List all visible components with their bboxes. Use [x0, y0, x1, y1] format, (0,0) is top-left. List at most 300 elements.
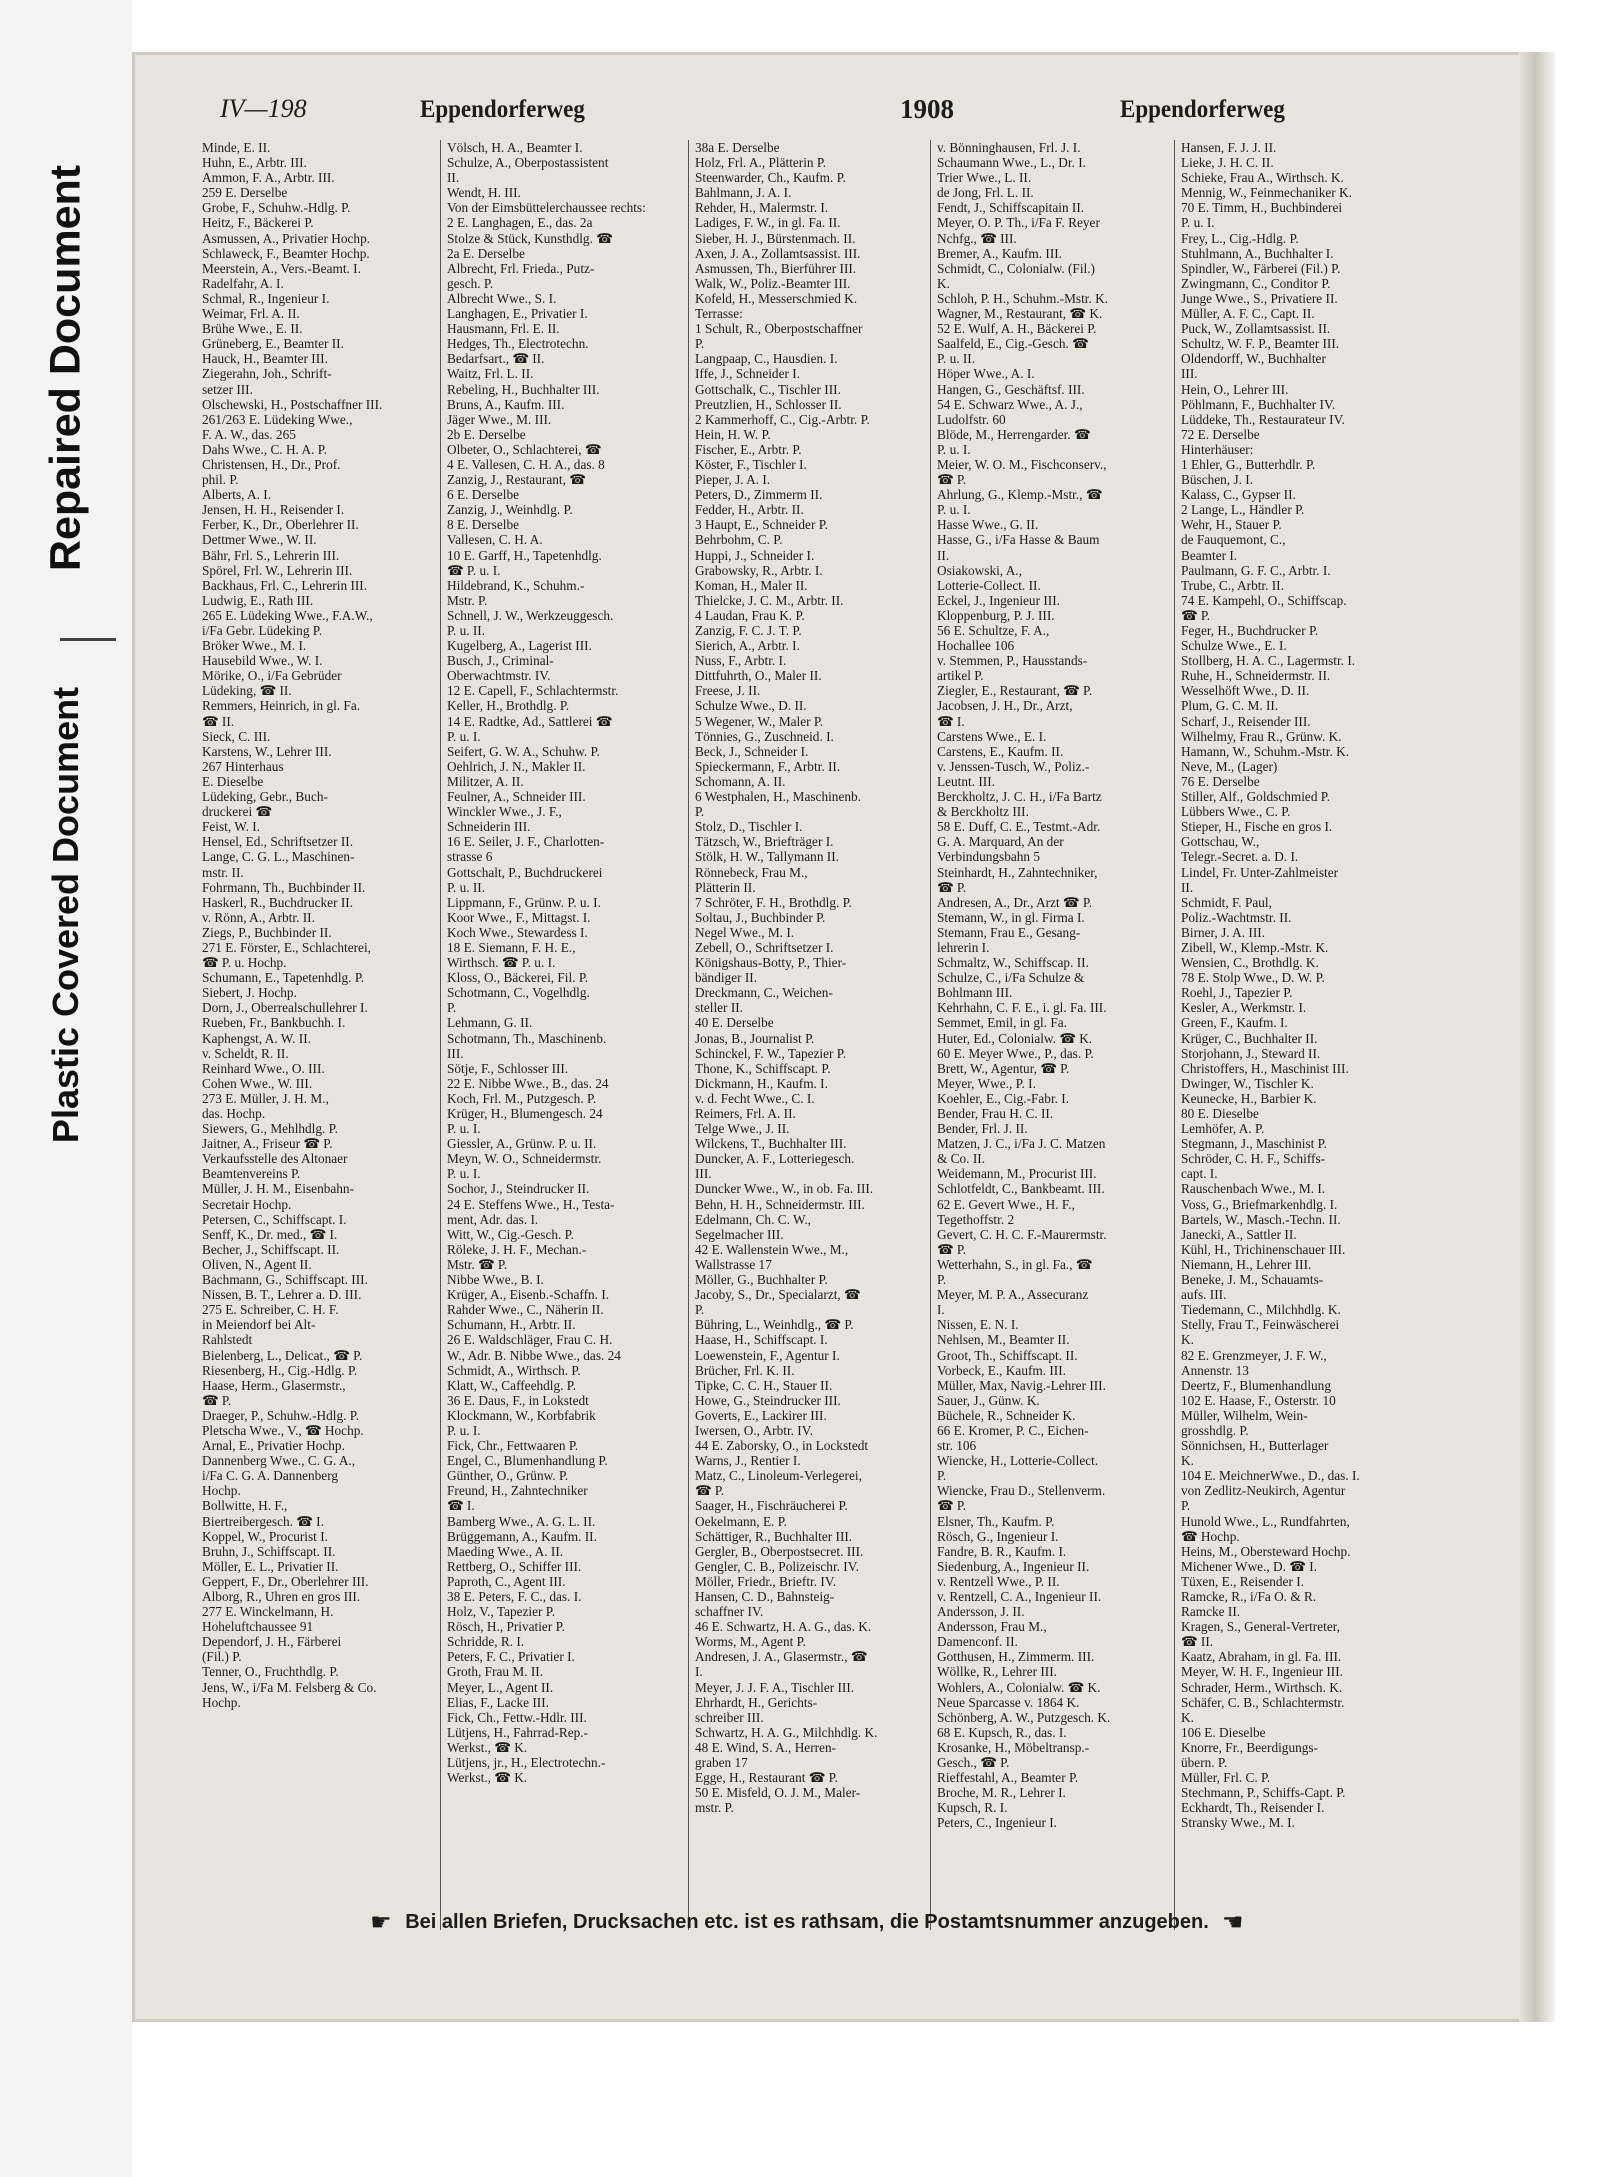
directory-entry: Büchele, R., Schneider K.: [937, 1407, 1076, 1423]
directory-entry: Oehlrich, J. N., Makler II.: [447, 758, 586, 774]
directory-entry: Stuhlmann, A., Buchhalter I.: [1181, 245, 1334, 261]
directory-entry: Waitz, Frl. L. II.: [447, 366, 534, 382]
directory-entry: 12 E. Capell, F., Schlachtermstr.: [447, 683, 619, 699]
directory-entry: Lehmann, G. II.: [447, 1015, 533, 1031]
directory-entry: Müller, Frl. C. P.: [1181, 1770, 1271, 1786]
directory-entry: Nibbe Wwe., B. I.: [447, 1272, 544, 1288]
directory-entry: E. Dieselbe: [202, 773, 264, 789]
directory-entry: Duncker Wwe., W., in ob. Fa. III.: [695, 1181, 874, 1197]
directory-entry: 102 E. Haase, F., Osterstr. 10: [1181, 1392, 1336, 1408]
directory-entry: Brüggemann, A., Kaufm. II.: [447, 1528, 597, 1544]
directory-entry: Edelmann, Ch. C. W.,: [695, 1211, 811, 1227]
directory-entry: 3 Haupt, E., Schneider P.: [695, 517, 828, 533]
directory-entry: 8 E. Derselbe: [447, 517, 519, 533]
directory-entry: Wohlers, A., Colonialw. ☎ K.: [937, 1679, 1101, 1695]
directory-entry: Lütjens, H., Fahrrad-Rep.-: [447, 1724, 589, 1740]
directory-entry: Schlaweck, F., Beamter Hochp.: [202, 245, 370, 261]
directory-entry: Beamter I.: [1181, 547, 1238, 563]
directory-entry: Carstens Wwe., E. I.: [937, 728, 1047, 744]
directory-entry: Ludolfstr. 60: [937, 411, 1006, 427]
directory-entry: 2 E. Langhagen, E., das. 2a: [447, 215, 593, 231]
directory-entry: Schumann, E., Tapetenhdlg. P.: [202, 970, 365, 986]
directory-entry: Kupsch, R. I.: [937, 1800, 1008, 1816]
directory-entry: Lippmann, F., Grünw. P. u. I.: [447, 894, 601, 910]
directory-entry: II.: [447, 170, 460, 186]
directory-entry: Christoffers, H., Maschinist III.: [1181, 1060, 1349, 1076]
directory-entry: Biertreibergesch. ☎ I.: [202, 1513, 324, 1529]
directory-entry: F. A. W., das. 265: [202, 426, 296, 442]
directory-entry: 4 E. Vallesen, C. H. A., das. 8: [447, 456, 605, 472]
directory-entry: Dreckmann, C., Weichen-: [695, 985, 833, 1001]
directory-entry: artikel P.: [937, 668, 984, 684]
directory-entry: II.: [1181, 879, 1194, 895]
directory-entry: Damenconf. II.: [937, 1634, 1018, 1650]
directory-entry: I.: [937, 1302, 945, 1318]
directory-entry: Sötje, F., Schlosser III.: [447, 1060, 569, 1076]
directory-entry: strasse 6: [447, 849, 493, 865]
directory-entry: capt. I.: [1181, 1166, 1218, 1182]
directory-entry: Behn, H. H., Schneidermstr. III.: [695, 1196, 865, 1212]
directory-entry: Plätterin II.: [695, 879, 756, 895]
directory-entry: Poliz.-Wachtmstr. II.: [1181, 909, 1292, 925]
directory-entry: Hinterhäuser:: [1181, 441, 1254, 457]
directory-entry: Oberwachtmstr. IV.: [447, 668, 551, 684]
directory-entry: 70 E. Timm, H., Buchbinderei: [1181, 200, 1343, 216]
directory-entry: 5 Wegener, W., Maler P.: [695, 713, 824, 729]
directory-entry: Fandre, B. R., Kaufm. I.: [937, 1543, 1067, 1559]
directory-entry: Worms, M., Agent P.: [695, 1634, 806, 1650]
directory-entry: Arnal, E., Privatier Hochp.: [202, 1438, 345, 1454]
directory-entry: Schridde, R. I.: [447, 1634, 525, 1650]
directory-entry: Ziegs, P., Buchbinder II.: [202, 924, 332, 940]
directory-entry: Nissen, E. N. I.: [937, 1317, 1019, 1333]
directory-entry: Hasse, G., i/Fa Hasse & Baum: [937, 532, 1100, 548]
directory-entry: 40 E. Derselbe: [695, 1015, 774, 1031]
directory-entry: 22 E. Nibbe Wwe., B., das. 24: [447, 1075, 609, 1091]
directory-entry: Paproth, C., Agent III.: [447, 1573, 566, 1589]
directory-entry: Ladiges, F. W., in gl. Fa. II.: [695, 215, 841, 231]
directory-entry: Hochp.: [202, 1694, 241, 1710]
directory-entry: Schmidt, C., Colonialw. (Fil.): [937, 260, 1095, 276]
directory-entry: Schieke, Frau A., Wirthsch. K.: [1181, 170, 1344, 186]
directory-entry: Behrbohm, C. P.: [695, 532, 783, 548]
directory-entry: 72 E. Derselbe: [1181, 426, 1260, 442]
directory-entry: de Fauquemont, C.,: [1181, 532, 1286, 548]
directory-entry: Deertz, F., Blumenhandlung: [1181, 1377, 1331, 1393]
pointing-hand-left-icon: ☛: [370, 1909, 392, 1936]
directory-entry: Warns, J., Rentier I.: [695, 1453, 801, 1469]
directory-entry: W., Adr. B. Nibbe Wwe., das. 24: [447, 1347, 621, 1363]
directory-entry: Koch, Frl. M., Putzgesch. P.: [447, 1090, 597, 1106]
directory-entry: Koor Wwe., F., Mittagst. I.: [447, 909, 591, 925]
directory-entry: Nuss, F., Arbtr. I.: [695, 653, 787, 669]
directory-entry: Birner, J. A. III.: [1181, 924, 1266, 940]
directory-entry: 275 E. Schreiber, C. H. F.: [202, 1302, 339, 1318]
directory-entry: Groth, Frau M. II.: [447, 1664, 544, 1680]
directory-entry: Fischer, E., Arbtr. P.: [695, 441, 802, 457]
directory-entry: Rueben, Fr., Bankbuchh. I.: [202, 1015, 346, 1031]
directory-entry: Petersen, C., Schiffscapt. I.: [202, 1211, 347, 1227]
directory-entry: Matzen, J. C., i/Fa J. C. Matzen: [937, 1136, 1106, 1152]
directory-entry: Junge Wwe., S., Privatiere II.: [1181, 290, 1338, 306]
directory-entry: Gottschalt, P., Buchdruckerei: [447, 864, 603, 880]
directory-entry: Voss, G., Briefmarkenhdlg. I.: [1181, 1196, 1338, 1212]
directory-entry: Siebert, J. Hochp.: [202, 985, 297, 1001]
directory-entry: Hochp.: [202, 1483, 241, 1499]
directory-entry: Meerstein, A., Vers.-Beamt. I.: [202, 260, 361, 276]
directory-entry: 80 E. Dieselbe: [1181, 1106, 1259, 1121]
directory-entry: Huter, Ed., Colonialw. ☎ K.: [937, 1030, 1093, 1046]
directory-entry: v. Rönn, A., Arbtr. II.: [202, 909, 315, 925]
directory-entry: Niemann, H., Lehrer III.: [1181, 1256, 1312, 1272]
directory-entry: Spieckermann, F., Arbtr. II.: [695, 758, 841, 774]
directory-entry: Höper Wwe., A. I.: [937, 366, 1035, 382]
directory-entry: Freese, J. II.: [695, 683, 761, 699]
directory-entry: schaffner IV.: [695, 1604, 764, 1620]
directory-entry: i/Fa C. G. A. Dannenberg: [202, 1468, 339, 1484]
directory-entry: Remmers, Heinrich, in gl. Fa.: [202, 698, 361, 714]
directory-entry: 6 Westphalen, H., Maschinenb.: [695, 789, 861, 805]
directory-entry: Secretair Hochp.: [202, 1196, 292, 1212]
directory-entry: 26 E. Waldschläger, Frau C. H.: [447, 1332, 613, 1348]
directory-entry: Bohlmann III.: [937, 985, 1013, 1001]
directory-entry: 58 E. Duff, C. E., Testmt.-Adr.: [937, 819, 1101, 835]
directory-entry: Schäfer, C. B., Schlachtermstr.: [1181, 1694, 1345, 1710]
directory-entry: Hausebild Wwe., W. I.: [202, 653, 323, 669]
directory-entry: Iwersen, O., Arbtr. IV.: [695, 1422, 813, 1438]
directory-entry: Lütjens, jr., H., Electrotechn.-: [447, 1755, 606, 1771]
directory-entry: Saager, H., Fischräucherei P.: [695, 1498, 848, 1514]
directory-entry: Storjohann, J., Steward II.: [1181, 1045, 1321, 1061]
directory-column-4: [930, 140, 1175, 1930]
directory-entry: Nissen, B. T., Lehrer a. D. III.: [202, 1287, 362, 1303]
directory-entry: 24 E. Steffens Wwe., H., Testa-: [447, 1196, 615, 1212]
directory-entry: Lotterie-Collect. II.: [937, 577, 1041, 593]
directory-entry: Schättiger, R., Buchhalter III.: [695, 1528, 853, 1544]
directory-entry: Müller, Wilhelm, Wein-: [1181, 1407, 1308, 1423]
directory-entry: Heitz, F., Bäckerei P.: [202, 215, 314, 231]
directory-entry: Karstens, W., Lehrer III.: [202, 743, 332, 759]
directory-entry: bändiger II.: [695, 970, 758, 986]
directory-entry: Bahlmann, J. A. I.: [695, 185, 792, 201]
directory-entry: Rönnebeck, Frau M.,: [695, 864, 808, 880]
directory-entry: Hein, H. W. P.: [695, 426, 771, 442]
directory-entry: Sieck, C. III.: [202, 728, 271, 744]
directory-entry: Asmussen, Th., Bierführer III.: [695, 260, 857, 276]
directory-entry: Andersson, Frau M.,: [937, 1619, 1047, 1635]
directory-entry: Neve, M., (Lager): [1181, 758, 1278, 774]
directory-entry: Terrasse:: [695, 306, 743, 322]
directory-entry: Jaitner, A., Friseur ☎ P.: [202, 1136, 333, 1152]
directory-entry: Oldendorff, W., Buchhalter: [1181, 351, 1326, 367]
directory-entry: Stelly, Frau T., Feinwäscherei: [1181, 1317, 1340, 1333]
directory-entry: & Co. II.: [937, 1151, 986, 1167]
directory-entry: v. Stemmen, P., Hausstands-: [937, 653, 1088, 669]
street-heading-right: Eppendorferweg: [1120, 96, 1285, 123]
directory-entry: Bruns, A., Kaufm. III.: [447, 396, 565, 412]
directory-entry: Schultz, W. F. P., Beamter III.: [1181, 336, 1340, 352]
directory-entry: Zibell, W., Klemp.-Mstr. K.: [1181, 939, 1329, 955]
directory-entry: Hangen, G., Geschäftsf. III.: [937, 381, 1085, 397]
directory-entry: 66 E. Kromer, P. C., Eichen-: [937, 1422, 1089, 1438]
directory-entry: Königshaus-Botty, P., Thier-: [695, 955, 847, 971]
directory-entry: Ziegerahn, Joh., Schrift-: [202, 366, 332, 382]
directory-entry: Tipke, C. C. H., Stauer II.: [695, 1377, 833, 1393]
directory-entry: Neue Sparcasse v. 1864 K.: [937, 1694, 1080, 1710]
directory-entry: Rebeling, H., Buchhalter III.: [447, 381, 600, 397]
directory-entry: Verbindungsbahn 5: [937, 849, 1041, 865]
directory-entry: II.: [937, 547, 950, 563]
directory-entry: Tenner, O., Fruchthdlg. P.: [202, 1664, 339, 1680]
directory-entry: Jens, W., i/Fa M. Felsberg & Co.: [202, 1679, 377, 1695]
directory-entry: ☎ I.: [447, 1498, 475, 1514]
directory-entry: mstr. II.: [202, 864, 244, 880]
directory-entry: Büschen, J. I.: [1181, 472, 1254, 488]
directory-entry: Stransky Wwe., M. I.: [1181, 1815, 1295, 1831]
repaired-document-label: Repaired Document: [41, 164, 90, 572]
directory-entry: graben 17: [695, 1755, 748, 1771]
directory-entry: Ruhe, H., Schneidermstr. II.: [1181, 668, 1331, 684]
directory-entry: übern. P.: [1181, 1755, 1228, 1771]
directory-entry: Becher, J., Schiffscapt. II.: [202, 1241, 340, 1257]
directory-entry: Groot, Th., Schiffscapt. II.: [937, 1347, 1078, 1363]
directory-entry: Vorbeck, E., Kaufm. III.: [937, 1362, 1066, 1378]
directory-entry: Zebell, O., Schriftsetzer I.: [695, 939, 834, 955]
directory-entry: Senff, K., Dr. med., ☎ I.: [202, 1226, 338, 1242]
directory-entry: setzer III.: [202, 381, 253, 397]
directory-entry: Mörike, O., i/Fa Gebrüder: [202, 668, 342, 684]
directory-entry: Ehrhardt, H., Gerichts-: [695, 1694, 818, 1710]
directory-entry: ☎ Hochp.: [1181, 1528, 1240, 1544]
directory-entry: Mstr. P.: [447, 592, 488, 608]
directory-entry: ☎ P. u. Hochp.: [202, 955, 287, 971]
directory-entry: Bedarfsart., ☎ II.: [447, 351, 545, 367]
directory-entry: Müller, Max, Navig.-Lehrer III.: [937, 1377, 1106, 1393]
directory-entry: Paulmann, G. F. C., Arbtr. I.: [1181, 562, 1331, 578]
directory-entry: Meyer, Wwe., P. I.: [937, 1075, 1036, 1091]
directory-entry: Stollberg, H. A. C., Lagermstr. I.: [1181, 653, 1356, 669]
directory-entry: Stemann, Frau E., Gesang-: [937, 924, 1081, 940]
directory-entry: Meyer, M. P. A., Assecuranz: [937, 1287, 1089, 1303]
directory-entry: P. u. I.: [447, 1121, 481, 1137]
directory-entry: Bender, Frau H. C. II.: [937, 1106, 1054, 1121]
directory-entry: Albrecht Wwe., S. I.: [447, 290, 557, 306]
directory-entry: grosshdlg. P.: [1181, 1422, 1249, 1438]
directory-entry: 1 Ehler, G., Butterhdlr. P.: [1181, 456, 1316, 472]
directory-entry: Haase, H., Schiffscapt. I.: [695, 1332, 828, 1348]
directory-entry: Ramcke, R., i/Fa O. & R.: [1181, 1589, 1317, 1604]
directory-entry: 6 E. Derselbe: [447, 487, 519, 503]
page-binding-edge: [1519, 52, 1555, 2022]
directory-entry: 68 E. Kupsch, R., das. I.: [937, 1724, 1067, 1740]
directory-entry: Schloh, P. H., Schuhm.-Mstr. K.: [937, 290, 1109, 306]
directory-entry: Weimar, Frl. A. II.: [202, 306, 300, 322]
directory-entry: Schmidt, A., Wirthsch. P.: [447, 1362, 581, 1378]
directory-entry: Olbeter, O., Schlachterei, ☎: [447, 441, 602, 457]
directory-entry: P. u. II.: [447, 879, 486, 895]
directory-entry: 50 E. Misfeld, O. J. M., Maler-: [695, 1785, 861, 1801]
directory-entry: 265 E. Lüdeking Wwe., F.A.W.,: [202, 607, 373, 623]
directory-entry: 277 E. Winckelmann, H.: [202, 1604, 334, 1620]
directory-entry: Gotthusen, H., Zimmerm. III.: [937, 1649, 1095, 1665]
directory-entry: 4 Laudan, Frau K. P.: [695, 607, 805, 623]
directory-entry: Tüxen, E., Reisender I.: [1181, 1573, 1304, 1589]
directory-entry: Kragen, S., General-Vertreter,: [1181, 1619, 1340, 1635]
directory-entry: Völsch, H. A., Beamter I.: [447, 140, 583, 155]
directory-entry: Wöllke, R., Lehrer III.: [937, 1664, 1057, 1680]
directory-entry: druckerei ☎: [202, 804, 273, 820]
directory-entry: Köster, F., Tischler I.: [695, 456, 807, 472]
directory-entry: K.: [937, 275, 950, 291]
directory-entry: Rehder, H., Malermstr. I.: [695, 200, 829, 216]
directory-entry: Bühring, L., Weinhdlg., ☎ P.: [695, 1317, 854, 1333]
directory-entry: phil. P.: [202, 472, 239, 488]
directory-entry: P.: [937, 1272, 947, 1288]
directory-entry: Olschewski, H., Postschaffner III.: [202, 396, 383, 412]
directory-entry: Nehlsen, M., Beamter II.: [937, 1332, 1070, 1348]
directory-entry: Howe, G., Steindrucker III.: [695, 1392, 841, 1408]
directory-entry: III.: [447, 1045, 464, 1061]
directory-entry: P.: [937, 1468, 947, 1484]
directory-entry: Zwingmann, C., Conditor P.: [1181, 275, 1331, 291]
directory-entry: Wilhelmy, Frau R., Grünw. K.: [1181, 728, 1342, 744]
directory-entry: Meyer, W. H. F., Ingenieur III.: [1181, 1664, 1343, 1680]
directory-entry: Zanzig, J., Weinhdlg. P.: [447, 502, 573, 518]
directory-entry: in Meiendorf bei Alt-: [202, 1317, 316, 1333]
directory-entry: Andresen, J. A., Glasermstr., ☎: [695, 1649, 868, 1665]
directory-entry: v. Rentzell Wwe., P. II.: [937, 1573, 1060, 1589]
directory-entry: Stölk, H. W., Tallymann II.: [695, 849, 839, 865]
directory-entry: Elsner, Th., Kaufm. P.: [937, 1513, 1055, 1529]
directory-entry: Telegr.-Secret. a. D. I.: [1181, 849, 1299, 865]
directory-entry: ☎ P.: [1181, 607, 1211, 623]
directory-entry: P. u. I.: [447, 1166, 481, 1182]
directory-entry: Andersson, J. II.: [937, 1604, 1025, 1620]
directory-entry: Elias, F., Lacke III.: [447, 1694, 549, 1710]
directory-entry: Schulze, C., i/Fa Schulze &: [937, 970, 1085, 986]
directory-entry: Kehrhahn, C. F. E., i. gl. Fa. III.: [937, 1000, 1107, 1016]
directory-entry: Negel Wwe., M. I.: [695, 924, 795, 940]
directory-entry: ☎ P.: [937, 472, 967, 488]
directory-entry: Schlotfeldt, C., Bankbeamt. III.: [937, 1181, 1105, 1197]
directory-entry: Huhn, E., Arbtr. III.: [202, 155, 307, 171]
directory-entry: Egge, H., Restaurant ☎ P.: [695, 1770, 838, 1786]
directory-column-5: [1174, 140, 1405, 1930]
directory-entry: Jäger Wwe., M. III.: [447, 411, 552, 427]
directory-entry: Bamberg Wwe., A. G. L. II.: [447, 1513, 596, 1529]
directory-entry: Leutnt. III.: [937, 773, 995, 789]
directory-entry: Meyer, O. P. Th., i/Fa F. Reyer: [937, 215, 1100, 231]
directory-entry: Soltau, J., Buchbinder P.: [695, 909, 826, 925]
directory-entry: Mennig, W., Feinmechaniker K.: [1181, 185, 1352, 201]
directory-entry: Lüdeking, Gebr., Buch-: [202, 789, 328, 805]
directory-entry: Lübbers Wwe., C. P.: [1181, 804, 1291, 820]
directory-entry: Ferber, K., Dr., Oberlehrer II.: [202, 517, 359, 533]
directory-entry: Spörel, Frl. W., Lehrerin III.: [202, 562, 353, 578]
directory-column-1: [202, 140, 434, 1930]
directory-entry: Hansen, C. D., Bahnsteig-: [695, 1589, 835, 1604]
directory-entry: das. Hochp.: [202, 1106, 266, 1121]
directory-entry: Vallesen, C. H. A.: [447, 532, 543, 548]
directory-entry: Schrader, Herm., Wirthsch. K.: [1181, 1679, 1343, 1695]
directory-entry: Alberts, A. I.: [202, 487, 272, 503]
directory-entry: Dwinger, W., Tischler K.: [1181, 1075, 1314, 1091]
directory-entry: Peters, F. C., Privatier I.: [447, 1649, 575, 1665]
directory-entry: gesch. P.: [447, 275, 494, 291]
directory-entry: 1 Schult, R., Oberpostschaffner: [695, 321, 863, 337]
directory-entry: Wehr, H., Stauer P.: [1181, 517, 1282, 533]
directory-entry: Jacobsen, J. H., Dr., Arzt,: [937, 698, 1073, 714]
directory-entry: P.: [695, 804, 705, 820]
directory-entry: Gengler, C. B., Polizeischr. IV.: [695, 1558, 859, 1574]
directory-entry: Frey, L., Cig.-Hdlg. P.: [1181, 230, 1299, 246]
directory-entry: III.: [695, 1166, 712, 1182]
directory-entry: Heins, M., Obersteward Hochp.: [1181, 1543, 1351, 1559]
page-header: [220, 88, 1370, 134]
directory-columns: [202, 140, 1402, 1930]
directory-entry: Günther, O., Grünw. P.: [447, 1468, 569, 1484]
directory-entry: Blöde, M., Herrengarder. ☎: [937, 426, 1091, 442]
directory-entry: G. A. Marquard, An der: [937, 834, 1064, 850]
directory-entry: Iffe, J., Schneider I.: [695, 366, 800, 382]
directory-entry: Sochor, J., Steindrucker II.: [447, 1181, 590, 1197]
directory-entry: Tegethoffstr. 2: [937, 1211, 1015, 1227]
directory-entry: Haskerl, R., Buchdrucker II.: [202, 894, 354, 910]
directory-entry: P. u. II.: [447, 623, 486, 638]
directory-entry: Meier, W. O. M., Fischconserv.,: [937, 456, 1107, 472]
directory-entry: Trube, C., Arbtr. II.: [1181, 577, 1284, 593]
directory-entry: i/Fa Gebr. Lüdeking P.: [202, 623, 323, 638]
directory-entry: Rettberg, O., Schiffer III.: [447, 1558, 582, 1574]
directory-entry: Bruhn, J., Schiffscapt. II.: [202, 1543, 336, 1559]
directory-entry: 62 E. Gevert Wwe., H. F.,: [937, 1196, 1075, 1212]
directory-entry: Tiedemann, C., Milchhdlg. K.: [1181, 1302, 1341, 1318]
directory-entry: Koch Wwe., Stewardess I.: [447, 924, 588, 940]
directory-entry: Brühe Wwe., E. II.: [202, 321, 303, 337]
directory-entry: Huppi, J., Schneider I.: [695, 547, 815, 563]
directory-entry: 38a E. Derselbe: [695, 140, 780, 155]
directory-entry: Loewenstein, F., Agentur I.: [695, 1347, 840, 1363]
directory-entry: Knorre, Fr., Beerdigungs-: [1181, 1739, 1319, 1755]
directory-entry: Schneiderin III.: [447, 819, 531, 835]
directory-entry: Bröker Wwe., M. I.: [202, 638, 307, 654]
directory-entry: Hoheluftchaussee 91: [202, 1619, 314, 1635]
directory-entry: v. Rentzell, C. A., Ingenieur II.: [937, 1589, 1102, 1604]
directory-entry: Lindel, Fr. Unter-Zahlmeister: [1181, 864, 1339, 880]
directory-entry: Stechmann, P., Schiffs-Capt. P.: [1181, 1785, 1346, 1801]
directory-entry: Witt, W., Cig.-Gesch. P.: [447, 1226, 574, 1242]
directory-entry: ment, Adr. das. I.: [447, 1211, 539, 1227]
directory-entry: Kloss, O., Bäckerei, Fil. P.: [447, 970, 589, 986]
directory-entry: v. d. Fecht Wwe., C. I.: [695, 1090, 815, 1106]
directory-entry: Jensen, H. H., Reisender I.: [202, 502, 345, 518]
directory-entry: Nchfg., ☎ III.: [937, 230, 1017, 246]
directory-entry: 60 E. Meyer Wwe., P., das. P.: [937, 1045, 1094, 1061]
directory-entry: v. Bönninghausen, Frl. J. I.: [937, 140, 1081, 155]
directory-entry: P. u. I.: [447, 728, 481, 744]
directory-entry: Busch, J., Criminal-: [447, 653, 554, 669]
directory-entry: Wilckens, T., Buchhalter III.: [695, 1136, 847, 1152]
directory-entry: Seifert, G. W. A., Schuhw. P.: [447, 743, 600, 759]
directory-entry: Lüddeke, Th., Restaurateur IV.: [1181, 411, 1345, 427]
directory-entry: Ammon, F. A., Arbtr. III.: [202, 170, 335, 186]
directory-entry: 104 E. MeichnerWwe., D., das. I.: [1181, 1468, 1360, 1484]
directory-entry: von Zedlitz-Neukirch, Agentur: [1181, 1483, 1346, 1499]
directory-entry: Bähr, Frl. S., Lehrerin III.: [202, 547, 340, 563]
directory-entry: Plum, G. C. M. II.: [1181, 698, 1279, 714]
directory-entry: Krosanke, H., Möbeltransp.-: [937, 1739, 1090, 1755]
directory-entry: Fendt, J., Schiffscapitain II.: [937, 200, 1085, 216]
